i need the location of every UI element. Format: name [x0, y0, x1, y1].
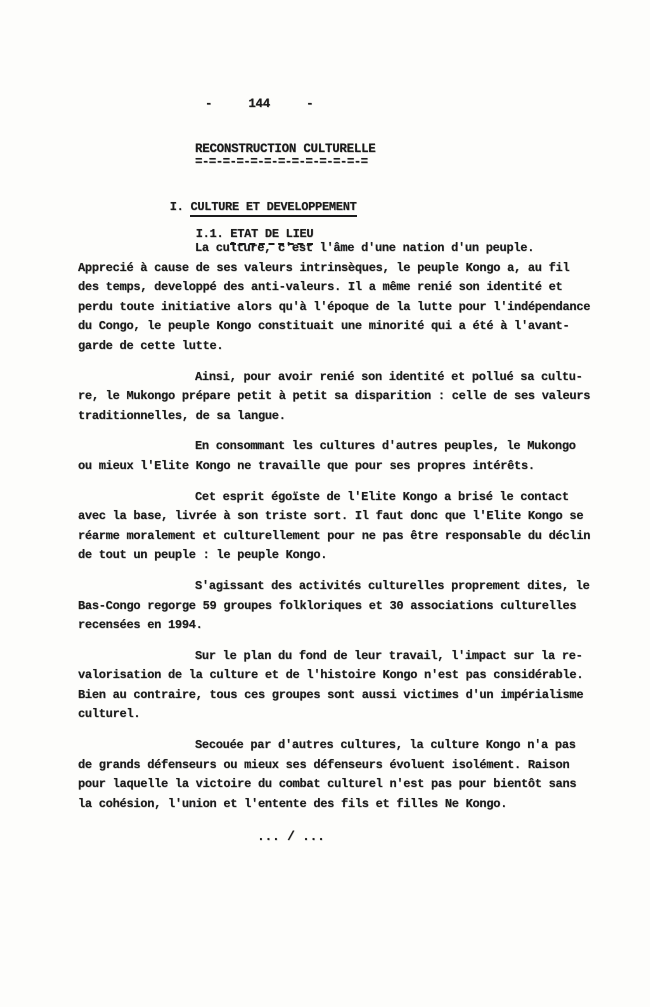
text-line: Ainsi, pour avoir renié son identité et pollué sa cultu- [195, 369, 583, 384]
text-line: Sur le plan du fond de leur travail, l'impact sur la re- [195, 648, 583, 663]
paragraph [78, 647, 600, 725]
text-line: recensées en 1994. [78, 618, 203, 633]
text-line: perdu toute initiative alors qu'à l'époque de la lutte pour l'indépendance [78, 299, 591, 314]
text-line: du Congo, le peuple Kongo constituait une minorité qui a été à l'avant- [78, 319, 570, 334]
text-line: valorisation de la culture et de l'histoire Kongo n'est pas considérable. [78, 668, 584, 683]
subsection-number: I.1. [195, 227, 231, 241]
section-title: CULTURE ET DEVELOPPEMENT [190, 200, 356, 217]
text-line: ou mieux l'Elite Kongo ne travaille que pour ses propres intérêts. [78, 458, 535, 473]
text-line: réarme moralement et culturellement pour ne pas être responsable du déclin [78, 528, 591, 543]
page-continuation-mark: ... / ... [257, 829, 325, 844]
text-line: culturel. [78, 707, 141, 722]
text-line: Bas-Congo regorge 59 groupes folkloriques et 30 associations culturelles [78, 598, 577, 613]
text-line: Secouée par d'autres cultures, la culture Kongo n'a pas [195, 738, 576, 753]
text-line: garde de cette lutte. [78, 338, 224, 353]
paragraph [78, 736, 600, 814]
text-line: traditionnelles, de sa langue. [78, 408, 286, 423]
paragraph [78, 488, 600, 566]
text-line: la cohésion, l'union et l'entente des fils et filles Ne Kongo. [78, 796, 508, 811]
text-line: S'agissant des activités culturelles proprement dites, le [195, 578, 590, 593]
text-line: pour laquelle la victoire du combat culturel n'est pas pour bientôt sans [78, 777, 577, 792]
text-line: de grands défenseurs ou mieux ses défenseurs évoluent isolément. Raison [78, 757, 570, 772]
paragraph [78, 239, 600, 357]
section-number: I. [169, 200, 191, 214]
text-line: de tout un peuple : le peuple Kongo. [78, 548, 328, 563]
text-line: Bien au contraire, tous ces groupes sont aussi victimes d'un impérialisme [78, 687, 584, 702]
document-title: RECONSTRUCTION CULTURELLE [195, 142, 376, 156]
subsection-title: ETAT DE LIEU [230, 227, 313, 245]
page-number: - 144 - [205, 97, 314, 111]
text-line: La culture, c'est l'âme d'une nation d'un peuple. [195, 241, 535, 255]
text-line: En consommant les cultures d'autres peuples, le Mukongo [195, 439, 576, 454]
paragraph [78, 437, 600, 476]
title-underline: =-=-=-=-=-=-=-=-=-=-=-=-= [195, 155, 368, 169]
paragraphs [78, 239, 600, 814]
text-line: Apprecié à cause de ses valeurs intrinsèques, le peuple Kongo a, au fil [78, 260, 570, 275]
paragraph [78, 368, 600, 427]
text-line: avec la base, livrée à son triste sort. Il faut donc que l'Elite Kongo se [78, 509, 584, 524]
paragraph [78, 577, 600, 636]
text-line: re, le Mukongo prépare petit à petit sa disparition : celle de ses valeurs [78, 389, 591, 404]
text-line: Cet esprit égoïste de l'Elite Kongo a brisé le contact [195, 489, 569, 504]
text-line: des temps, developpé des anti-valeurs. Il a même renié son identité et [78, 280, 563, 295]
